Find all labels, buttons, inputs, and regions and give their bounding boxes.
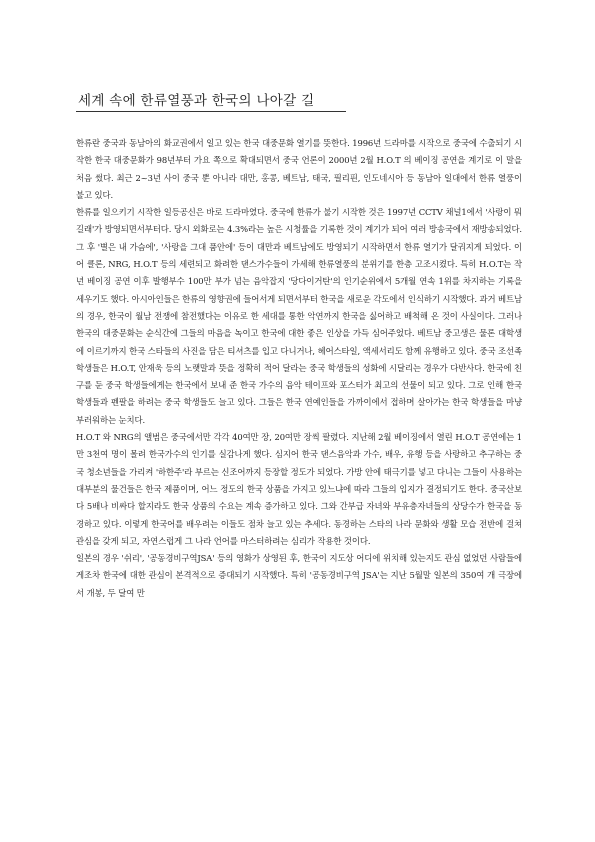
paragraph-album-sales: H.O.T 와 NRG의 앨범은 중국에서만 각각 40여만 장, 20여만 장씩 팔렸다. 지난해 2월 베이징에서 열린 H.O.T 공연에는 1만 3천여 명이 몰려 한국가수의 인기를 실감나게 했다. 심지어 한국 댄스음악과 가수, 배우, 유행 등을 사랑하고 추구하는 중국 청소년들을 가리켜 '하한주'라 부르는 신조어까지 등장할 정도가 되었다. 가방 안에 태극기를 넣고 다니는 그들이 사용하는 대부분의 물건들은 한국 제품이며, 어느 정도의 한국 상품을 가지고 있느냐에 따라 그들의 입지가 결정되기도 한다. 중국산보다 5배나 비싸다 할지라도 한국 상품의 수요는 계속 증가하고 있다. 그와 간부급 자녀와 부유층자녀들의 상당수가 한국을 동경하고 있다. 이렇게 한국어를 배우려는 이들도 점차 늘고 있는 추세다. 동경하는 스타의 나라 문화와 생활 모습 전반에 걸쳐 관심을 갖게 되고, 자연스럽게 그 나라 언어를 마스터하려는 심리가 작용한 것이다. (76, 432, 522, 546)
document-body (76, 135, 522, 602)
document-title: 세계 속에 한류열풍과 한국의 나아갈 길 (78, 93, 315, 109)
paragraph-intro: 한류란 중국과 동남아의 화교권에서 일고 있는 한국 대중문화 열기를 뜻한다. 1996년 드라마를 시작으로 중국에 수출되기 시작한 한국 대중문화가 98년부터 가요 쪽으로 확대되면서 중국 언론이 2000년 2월 H.O.T 의 베이징 공연을 계기로 이 말을 처음 썼다. 최근 2~3년 사이 중국 뿐 아니라 대만, 홍콩, 베트남, 태국, 필리핀, 인도네시아 등 동남아 일대에서 한류 열풍이 불고 있다. (76, 138, 522, 200)
paragraph-drama-origin: 한류를 일으키기 시작한 일등공신은 바로 드라마였다. 중국에 한류가 불기 시작한 것은 1997년 CCTV 채널1에서 '사랑이 뭐 길래'가 방영되면서부터다. 당시 외화로는 4.3%라는 높은 시청률을 기록한 것이 계기가 되어 여러 방송국에서 재방송되었다. 그 후 '별은 내 가슴에', '사랑을 그대 품안에' 등이 대만과 베트남에도 방영되기 시작하면서 한류 열기가 달궈지게 되었다. 이어 클론, NRG, H.O.T 등의 세련되고 화려한 댄스가수들이 가세해 한류열풍의 분위기를 한층 고조시켰다. 특히 H.O.T는 작년 베이징 공연 이후 발행부수 100만 부가 넘는 음악잡지 '당다이거탄'의 인기순위에서 5개월 연속 1위를 차지하는 기록을 세우기도 했다. 아시아인들은 한류의 영향권에 들어서게 되면서부터 한국을 새로운 각도에서 인식하기 시작했다. 과거 베트남의 경우, 한국이 월남 전쟁에 참전했다는 이유로 한 세대를 통한 악연까지 한국을 싫어하고 배척해 온 것이 사실이다. 그러나 한국의 대중문화는 순식간에 그들의 마음을 녹이고 한국에 대한 좋은 인상을 가득 심어주었다. 베트남 중고생은 물론 대학생에 이르기까지 한국 스타들의 사진을 담은 티셔츠를 입고 다니거나, 헤어스타일, 액세서리도 함께 유행하고 있다. 중국 조선족 학생들은 H.O.T, 안재욱 등의 노랫말과 뜻을 정확히 적어 달라는 중국 학생들의 성화에 시달리는 경우가 다반사다. 한국에 친구를 둔 중국 학생들에게는 한국에서 보내 준 한국 가수의 음악 테이프와 포스터가 최고의 선물이 되고 있다. 그로 인해 한국 학생들과 펜팔을 하려는 중국 학생들도 늘고 있다. 그들은 한국 연예인들을 가까이에서 접하며 살아가는 한국 학생들을 마냥 부러워하는 눈치다. (76, 207, 522, 425)
title-underline (76, 111, 346, 112)
paragraph-japan: 일본의 경우 '쉬리', '공동경비구역JSA' 등의 영화가 상영된 후, 한국이 지도상 어디에 위치해 있는지도 관심 없었던 사람들에게조차 한국에 대한 관심이 본격적으로 증대되기 시작했다. 특히 '공동경비구역 JSA'는 지난 5월말 일본의 350여 개 극장에서 개봉, 두 달여 만 (76, 553, 522, 598)
